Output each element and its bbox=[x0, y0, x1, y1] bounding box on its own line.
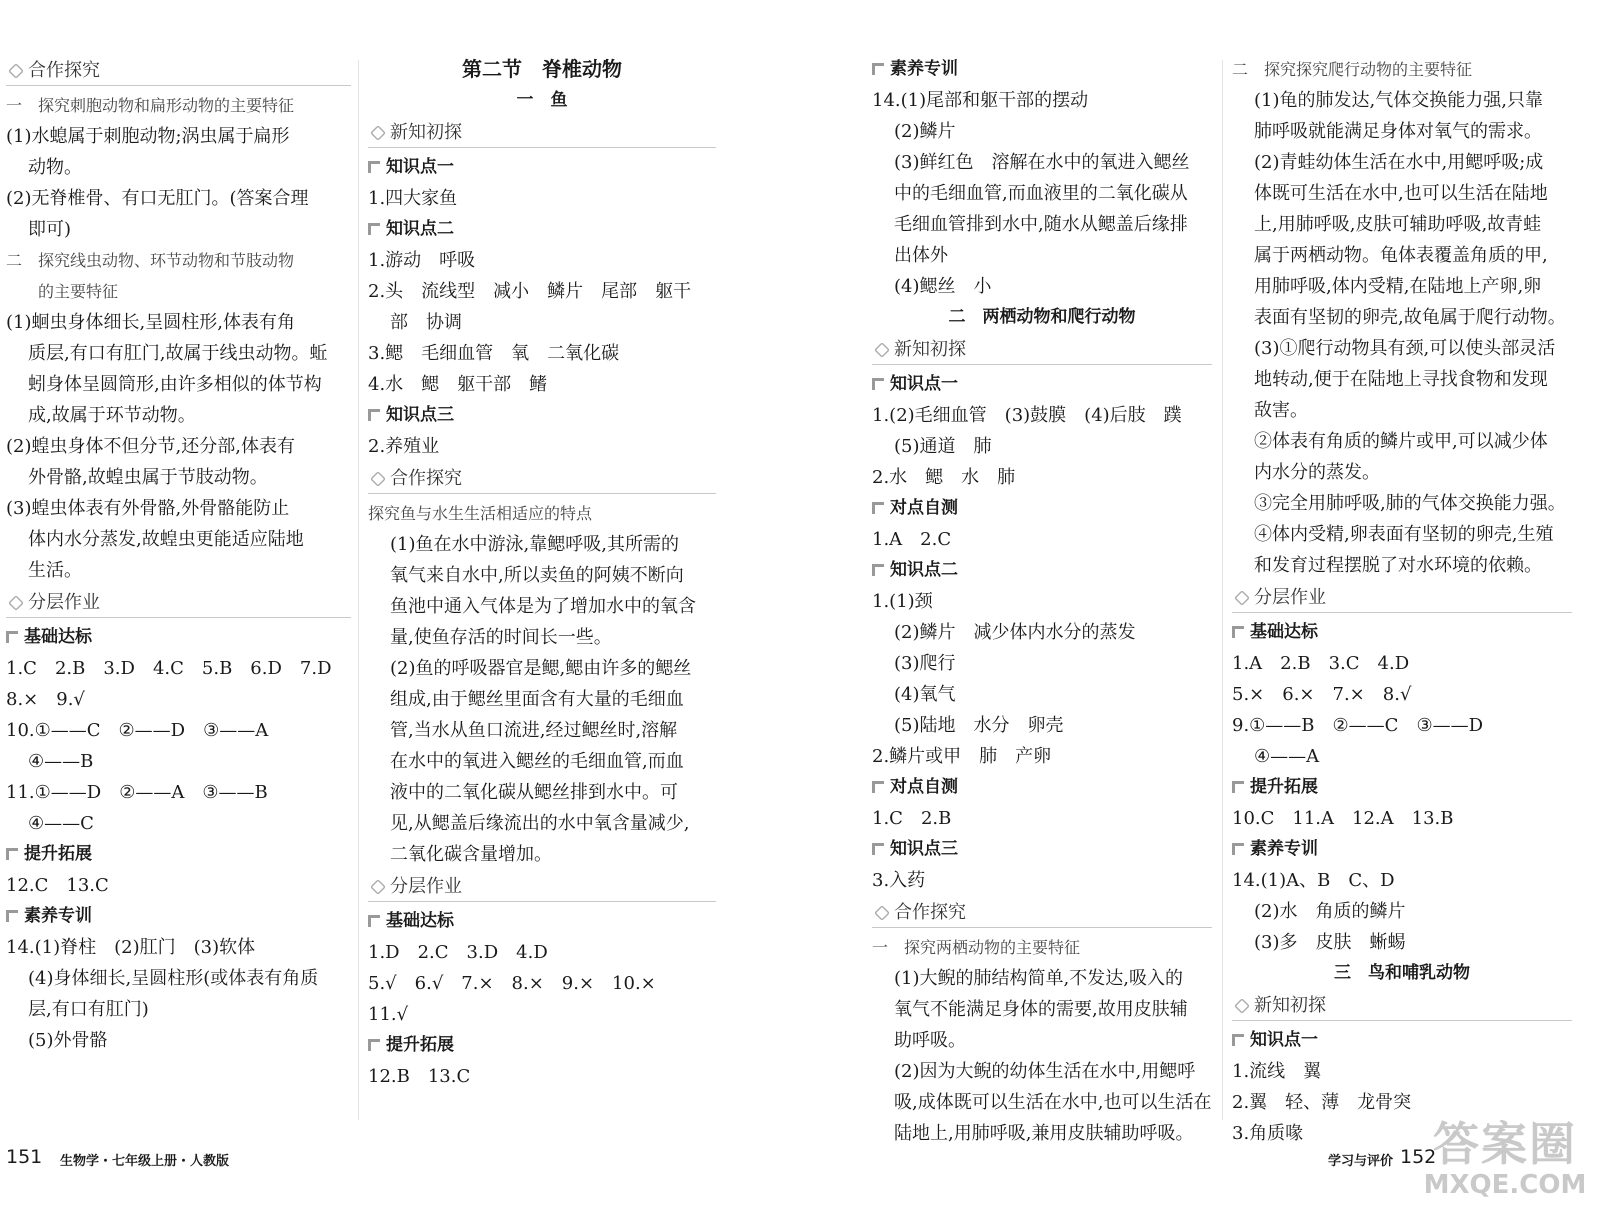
answer-line: 3.角质喙 bbox=[1232, 1123, 1304, 1144]
answer-line: (3)爬行 bbox=[894, 653, 956, 674]
sub-heading: 知识点一 bbox=[1232, 1025, 1572, 1056]
answer-line: 生活。 bbox=[28, 560, 82, 581]
answer-line: 体既可生活在水中,也可以生活在陆地 bbox=[1254, 183, 1548, 204]
topic-heading: 二 探究线虫动物、环节动物和节肢动物 bbox=[6, 251, 295, 270]
answer-line: (5)通道 肺 bbox=[894, 436, 992, 457]
answer-line: 量,使鱼存活的时间长一些。 bbox=[390, 627, 612, 648]
heading-marker-icon bbox=[874, 905, 890, 921]
answer-line: 和发育过程摆脱了对水环境的依赖。 bbox=[1254, 555, 1542, 576]
answer-line: 氧气不能满足身体的需要,故用皮肤辅 bbox=[894, 999, 1188, 1020]
answer-line: 12.C 13.C bbox=[6, 875, 109, 896]
answer-line: 毛细血管排到水中,随水从鳃盖后缘排 bbox=[894, 214, 1188, 235]
sub-heading: 基础达标 bbox=[6, 622, 351, 653]
answer-line: 在水中的氧进入鳃丝的毛细血管,而血 bbox=[390, 751, 684, 772]
heading-marker-icon bbox=[370, 471, 386, 487]
answer-line: 成,故属于环节动物。 bbox=[28, 405, 196, 426]
sub-heading: 知识点三 bbox=[368, 400, 716, 431]
sub-heading: 知识点一 bbox=[368, 152, 716, 183]
answer-line: (3)①爬行动物具有颈,可以使头部灵活 bbox=[1254, 338, 1556, 359]
heading-marker-icon bbox=[1234, 998, 1250, 1014]
answer-line: 4.水 鳃 躯干部 鳍 bbox=[368, 374, 548, 395]
left-page-number: 151 bbox=[6, 1146, 43, 1168]
answer-line: 见,从鳃盖后缘流出的水中氧含量减少, bbox=[390, 813, 690, 834]
sub-heading: 基础达标 bbox=[368, 906, 716, 937]
answer-line: ②体表有角质的鳞片或甲,可以减少体 bbox=[1254, 431, 1548, 452]
answer-line: 肺呼吸就能满足身体对氧气的需求。 bbox=[1254, 121, 1542, 142]
answer-line: (2)无脊椎骨、有口无肛门。(答案合理 bbox=[6, 188, 309, 209]
answer-line: 10.①——C ②——D ③——A bbox=[6, 720, 269, 741]
answer-line: 1.(1)颈 bbox=[872, 591, 933, 612]
heading-marker-icon bbox=[1234, 590, 1250, 606]
sub-heading: 知识点一 bbox=[872, 369, 1212, 400]
answer-line: ③完全用肺呼吸,肺的气体交换能力强。 bbox=[1254, 493, 1566, 514]
answer-line: 14.(1)A、B C、D bbox=[1232, 870, 1395, 891]
sub-heading: 基础达标 bbox=[1232, 617, 1572, 648]
answer-line: 2.养殖业 bbox=[368, 436, 440, 457]
answer-line: 3.入药 bbox=[872, 870, 926, 891]
sub-heading: 素养专训 bbox=[6, 901, 351, 932]
left-page-column-2 bbox=[368, 54, 716, 1092]
answer-line: 14.(1)尾部和躯干部的摆动 bbox=[872, 90, 1089, 111]
answer-line: (2)鱼的呼吸器官是鳃,鳃由许多的鳃丝 bbox=[390, 658, 692, 679]
answer-line: 即可) bbox=[28, 219, 72, 240]
right-footer-text: 学习与评价 bbox=[1328, 1154, 1394, 1169]
sub-heading: 素养专训 bbox=[872, 54, 1212, 85]
answer-line: 液中的二氧化碳从鳃丝排到水中。可 bbox=[390, 782, 678, 803]
answer-line: (2)水 角质的鳞片 bbox=[1254, 901, 1406, 922]
answer-line: (4)身体细长,呈圆柱形(或体表有角质 bbox=[28, 968, 319, 989]
heading-marker-icon bbox=[8, 63, 24, 79]
sub-heading: 提升拓展 bbox=[368, 1030, 716, 1061]
section-heading: 合作探究 bbox=[872, 898, 1212, 928]
answer-line: 10.C 11.A 12.A 13.B bbox=[1232, 808, 1454, 829]
answer-line: 11.√ bbox=[368, 1004, 409, 1025]
subsection-title: 二 两栖动物和爬行动物 bbox=[948, 307, 1136, 327]
subsection-title: 三 鸟和哺乳动物 bbox=[1334, 963, 1470, 983]
sub-heading: 对点自测 bbox=[872, 493, 1212, 524]
answer-line: 1.A 2.C bbox=[872, 529, 952, 550]
answer-line: 表面有坚韧的卵壳,故龟属于爬行动物。 bbox=[1254, 307, 1566, 328]
answer-line: 层,有口有肛门) bbox=[28, 999, 149, 1020]
answer-line: 1.(2)毛细血管 (3)鼓膜 (4)后肢 蹼 bbox=[872, 405, 1182, 426]
heading-marker-icon bbox=[8, 595, 24, 611]
answer-line: 2.翼 轻、薄 龙骨突 bbox=[1232, 1092, 1412, 1113]
sub-heading: 对点自测 bbox=[872, 772, 1212, 803]
answer-line: (4)氧气 bbox=[894, 684, 956, 705]
watermark-url: MXQE.COM bbox=[1423, 1170, 1587, 1200]
answer-line: (5)外骨骼 bbox=[28, 1030, 108, 1051]
answer-line: 吸,成体既可以生活在水中,也可以生活在 bbox=[894, 1092, 1212, 1113]
answer-line: 出体外 bbox=[894, 245, 948, 266]
answer-line: 体内水分蒸发,故蝗虫更能适应陆地 bbox=[28, 529, 304, 550]
answer-line: 2.头 流线型 减小 鳞片 尾部 躯干 bbox=[368, 281, 692, 302]
answer-line: (3)多 皮肤 蜥蜴 bbox=[1254, 932, 1406, 953]
answer-line: 12.B 13.C bbox=[368, 1066, 471, 1087]
answer-line: 11.①——D ②——A ③——B bbox=[6, 782, 268, 803]
topic-heading: 一 探究刺胞动物和扁形动物的主要特征 bbox=[6, 96, 295, 115]
section-heading: 新知初探 bbox=[872, 335, 1212, 365]
section-heading: 分层作业 bbox=[6, 588, 351, 618]
sub-heading: 知识点三 bbox=[872, 834, 1212, 865]
answer-line: 管,当水从鱼口流进,经过鳃丝时,溶解 bbox=[390, 720, 678, 741]
answer-line: 部 协调 bbox=[390, 312, 462, 333]
answer-line: (2)蝗虫身体不但分节,还分部,体表有 bbox=[6, 436, 295, 457]
answer-line: ④体内受精,卵表面有坚韧的卵壳,生殖 bbox=[1254, 524, 1554, 545]
answer-line: (1)龟的肺发达,气体交换能力强,只靠 bbox=[1254, 90, 1543, 111]
subsection-title: 一 鱼 bbox=[516, 90, 568, 110]
answer-line: 1.流线 翼 bbox=[1232, 1061, 1322, 1082]
answer-line: (4)鳃丝 小 bbox=[894, 276, 992, 297]
answer-line: 2.鳞片或甲 肺 产卵 bbox=[872, 746, 1052, 767]
topic-heading: 二 探究探究爬行动物的主要特征 bbox=[1232, 60, 1473, 79]
section-heading: 新知初探 bbox=[1232, 991, 1572, 1021]
answer-line: 1.C 2.B 3.D 4.C 5.B 6.D 7.D bbox=[6, 658, 332, 679]
answer-line: 上,用肺呼吸,皮肤可辅助呼吸,故青蛙 bbox=[1254, 214, 1542, 235]
answer-line: (2)青蛙幼体生活在水中,用鳃呼吸;成 bbox=[1254, 152, 1544, 173]
answer-line: 9.①——B ②——C ③——D bbox=[1232, 715, 1484, 736]
answer-line: 1.C 2.B bbox=[872, 808, 952, 829]
right-page-column-2 bbox=[1232, 54, 1572, 1149]
answer-line: 质层,有口有肛门,故属于线虫动物。蚯 bbox=[28, 343, 328, 364]
watermark-logo: 答案圈 bbox=[1433, 1117, 1577, 1171]
answer-line: 氧气来自水中,所以卖鱼的阿姨不断向 bbox=[390, 565, 684, 586]
answer-line: 5.√ 6.√ 7.× 8.× 9.× 10.× bbox=[368, 973, 656, 994]
sub-heading: 素养专训 bbox=[1232, 834, 1572, 865]
sub-heading: 提升拓展 bbox=[6, 839, 351, 870]
answer-line: 1.A 2.B 3.C 4.D bbox=[1232, 653, 1410, 674]
answer-line: 3.鳃 毛细血管 氧 二氧化碳 bbox=[368, 343, 620, 364]
answer-line: 5.× 6.× 7.× 8.√ bbox=[1232, 684, 1412, 705]
left-footer-text: 生物学・七年级上册・人教版 bbox=[60, 1154, 230, 1169]
answer-line: (2)因为大鲵的幼体生活在水中,用鳃呼 bbox=[894, 1061, 1196, 1082]
section-heading: 合作探究 bbox=[368, 464, 716, 494]
heading-marker-icon bbox=[370, 879, 386, 895]
answer-line: 陆地上,用肺呼吸,兼用皮肤辅助呼吸。 bbox=[894, 1123, 1194, 1144]
answer-line: 1.四大家鱼 bbox=[368, 188, 458, 209]
watermark bbox=[1415, 1118, 1595, 1218]
answer-line: 1.D 2.C 3.D 4.D bbox=[368, 942, 548, 963]
answer-line: 二氧化碳含量增加。 bbox=[390, 844, 552, 865]
right-page-column-1 bbox=[872, 54, 1212, 1149]
topic-heading: 探究鱼与水生生活相适应的特点 bbox=[368, 504, 593, 523]
answer-line: (5)陆地 水分 卵壳 bbox=[894, 715, 1064, 736]
section-heading: 合作探究 bbox=[6, 56, 351, 86]
answer-line: 外骨骼,故蝗虫属于节肢动物。 bbox=[28, 467, 268, 488]
answer-line: ④——A bbox=[1254, 746, 1320, 767]
answer-line: 敌害。 bbox=[1254, 400, 1308, 421]
sub-heading: 知识点二 bbox=[368, 214, 716, 245]
topic-heading: 一 探究两栖动物的主要特征 bbox=[872, 938, 1081, 957]
answer-line: 助呼吸。 bbox=[894, 1030, 966, 1051]
right-page-number: 152 bbox=[1400, 1146, 1437, 1168]
answer-line: 组成,由于鳃丝里面含有大量的毛细血 bbox=[390, 689, 684, 710]
answer-line: 14.(1)脊柱 (2)肛门 (3)软体 bbox=[6, 937, 256, 958]
answer-line: 蚓身体呈圆筒形,由许多相似的体节构 bbox=[28, 374, 322, 395]
section-heading: 分层作业 bbox=[1232, 583, 1572, 613]
answer-line: ④——C bbox=[28, 813, 94, 834]
section-title: 第二节 脊椎动物 bbox=[462, 57, 622, 81]
answer-line: 用肺呼吸,体内受精,在陆地上产卵,卵 bbox=[1254, 276, 1542, 297]
answer-line: (3)鲜红色 溶解在水中的氧进入鳃丝 bbox=[894, 152, 1190, 173]
answer-line: (1)大鲵的肺结构简单,不发达,吸入的 bbox=[894, 968, 1183, 989]
sub-heading: 知识点二 bbox=[872, 555, 1212, 586]
answer-line: ④——B bbox=[28, 751, 94, 772]
heading-marker-icon bbox=[874, 342, 890, 358]
section-heading: 分层作业 bbox=[368, 872, 716, 902]
section-heading: 新知初探 bbox=[368, 118, 716, 148]
answer-line: (1)水螅属于刺胞动物;涡虫属于扁形 bbox=[6, 126, 290, 147]
topic-heading: 的主要特征 bbox=[6, 282, 119, 301]
answer-line: 地转动,便于在陆地上寻找食物和发现 bbox=[1254, 369, 1548, 390]
answer-line: 2.水 鳃 水 肺 bbox=[872, 467, 1016, 488]
answer-line: (1)蛔虫身体细长,呈圆柱形,体表有角 bbox=[6, 312, 295, 333]
heading-marker-icon bbox=[370, 125, 386, 141]
answer-line: (2)鳞片 bbox=[894, 121, 956, 142]
answer-line: 8.× 9.√ bbox=[6, 689, 85, 710]
sub-heading: 提升拓展 bbox=[1232, 772, 1572, 803]
answer-line: 1.游动 呼吸 bbox=[368, 250, 476, 271]
left-page-column-1 bbox=[6, 54, 351, 1056]
answer-line: 属于两栖动物。龟体表覆盖角质的甲, bbox=[1254, 245, 1548, 266]
answer-line: (2)鳞片 减少体内水分的蒸发 bbox=[894, 622, 1136, 643]
answer-line: (1)鱼在水中游泳,靠鳃呼吸,其所需的 bbox=[390, 534, 679, 555]
answer-line: (3)蝗虫体表有外骨骼,外骨骼能防止 bbox=[6, 498, 290, 519]
answer-line: 动物。 bbox=[28, 157, 82, 178]
answer-line: 内水分的蒸发。 bbox=[1254, 462, 1380, 483]
answer-line: 中的毛细血管,而血液里的二氧化碳从 bbox=[894, 183, 1188, 204]
answer-line: 鱼池中通入气体是为了增加水中的氧含 bbox=[390, 596, 696, 617]
